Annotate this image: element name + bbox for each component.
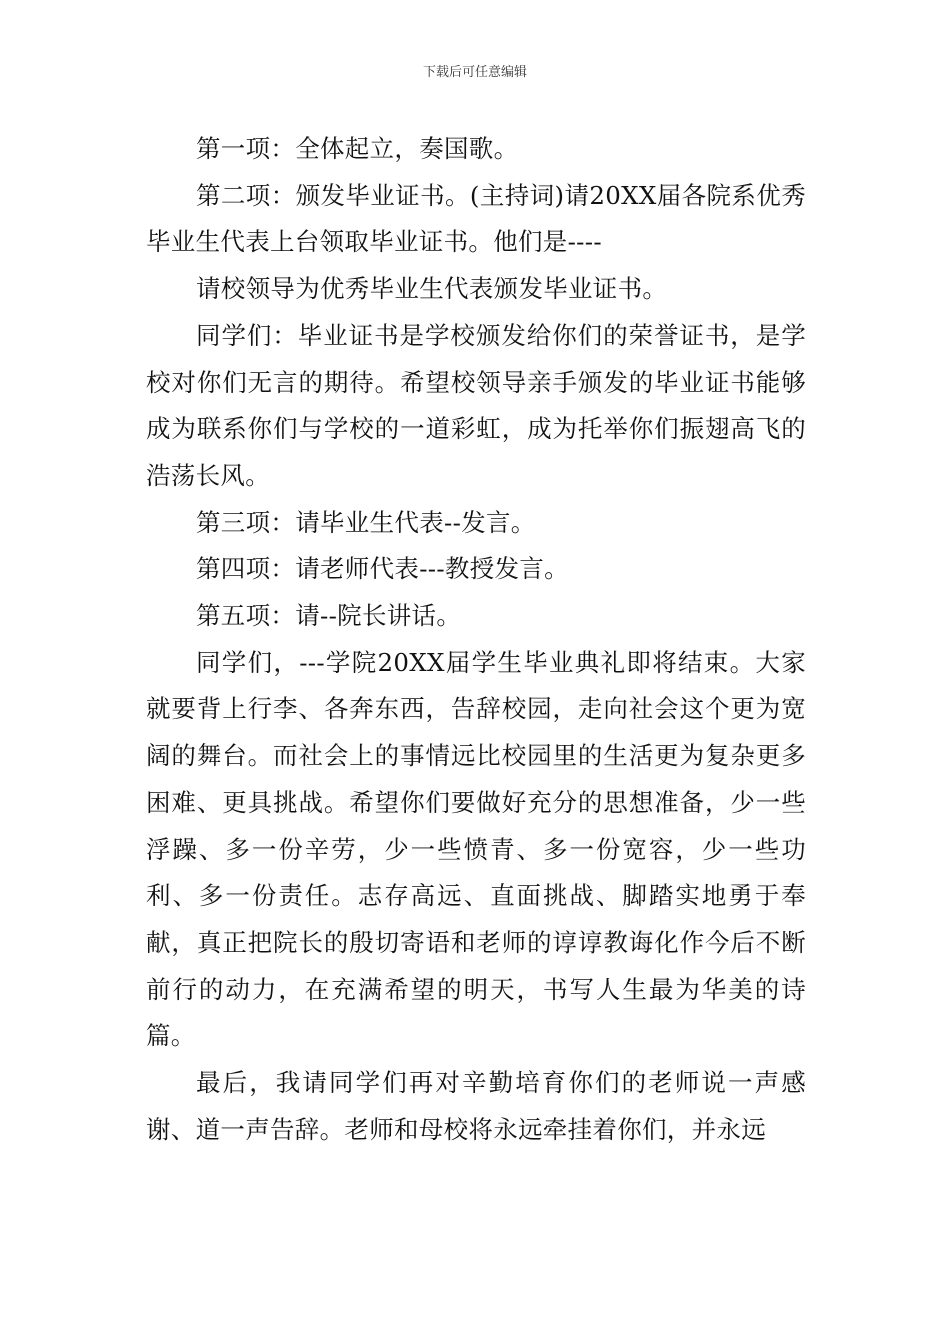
paragraph-item-3: 请校领导为优秀毕业生代表颁发毕业证书。 [196,274,668,304]
paragraph-item-7: 第五项：请--院长讲话。 [196,601,462,631]
document-body [146,126,806,1153]
paragraph-item-4: 同学们：毕业证书是学校颁发给你们的荣誉证书，是学校对你们无言的期待。希望校领导亲手颁发的毕业证书能够成为联系你们与学校的一道彩虹，成为托举你们振翅高飞的浩荡长风。 [146,320,806,490]
paragraph-item-8: 同学们，---学院20XX届学生毕业典礼即将结束。大家就要背上行李、各奔东西，告辞校园，走向社会这个更为宽阔的舞台。而社会上的事情远比校园里的生活更为复杂更多困难、更具挑战。希望你们要做好充分的思想准备，少一些浮躁、多一份辛劳，少一些愤青、多一份宽容，少一些功利、多一份责任。志存高远、直面挑战、脚踏实地勇于奉献，真正把院长的殷切寄语和老师的谆谆教诲化作今后不断前行的动力，在充满希望的明天，书写人生最为华美的诗篇。 [146,647,806,1051]
paragraph-item-9: 最后，我请同学们再对辛勤培育你们的老师说一声感谢、道一声告辞。老师和母校将永远牵挂着你们，并永远 [146,1068,806,1144]
page-header: 下载后可任意编辑 [422,65,527,80]
paragraph-item-6: 第四项：请老师代表---教授发言。 [196,554,569,584]
paragraph-item-1: 第一项：全体起立，奏国歌。 [196,134,519,163]
paragraph-item-5: 第三项：请毕业生代表--发言。 [196,507,536,537]
paragraph-item-2: 第二项：颁发毕业证书。(主持词)请20XX届各院系优秀毕业生代表上台领取毕业证书。他们是---- [146,180,806,257]
